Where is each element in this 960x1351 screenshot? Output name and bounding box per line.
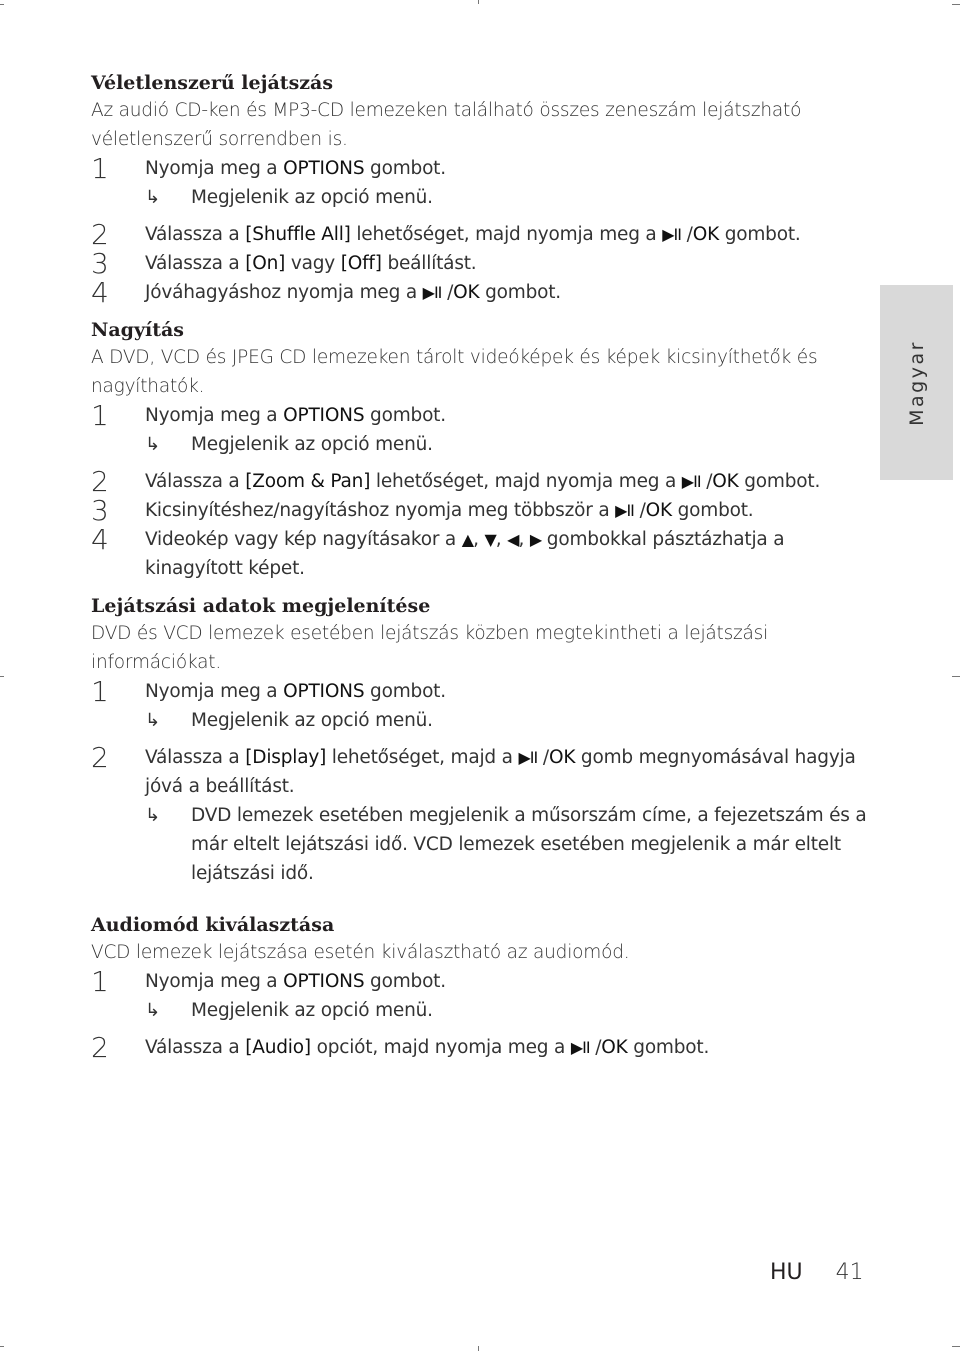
crop-mark — [0, 1346, 4, 1347]
page-footer — [770, 1260, 864, 1285]
step-text: Válassza a [Display] lehetőséget, majd a ▶II /OK gomb megnyomásával hagyja jóvá a beállítást. — [145, 747, 856, 797]
step — [91, 220, 881, 249]
step — [91, 677, 881, 706]
language-code: HU — [770, 1260, 803, 1285]
step — [91, 154, 881, 183]
page-content — [91, 70, 881, 1072]
section-title: Nagyítás — [91, 319, 185, 341]
up-arrow-icon: ▲ — [461, 530, 474, 549]
step-text: Nyomja meg a OPTIONS gombot. — [145, 971, 446, 992]
play-pause-icon: ▶II — [615, 501, 634, 520]
step-number: 4 — [91, 523, 109, 556]
crop-mark — [478, 1346, 479, 1351]
section-display-info — [91, 593, 881, 888]
step — [91, 278, 881, 307]
step-text: Válassza a [Shuffle All] lehetőséget, majd nyomja meg a ▶II /OK gombot. — [145, 224, 801, 245]
step-number: 1 — [91, 965, 109, 998]
step-number: 1 — [91, 399, 109, 432]
step-result: ↳ Megjelenik az opció menü. — [91, 996, 881, 1025]
step — [91, 1033, 881, 1062]
section-title: Lejátszási adatok megjelenítése — [91, 595, 431, 617]
play-pause-icon: ▶II — [422, 283, 442, 302]
section-intro: DVD és VCD lemezek esetében lejátszás közben megtekintheti a lejátszási információkat. — [91, 623, 769, 673]
section-audio-mode — [91, 912, 881, 1062]
section-intro: Az audió CD-ken és MP3-CD lemezeken található összes zeneszám lejátszható véletlenszerű sorrendben is. — [91, 100, 802, 150]
step — [91, 467, 881, 496]
step-result: ↳ Megjelenik az opció menü. — [91, 706, 881, 735]
step-text: Válassza a [Audio] opciót, majd nyomja meg a ▶II /OK gombot. — [145, 1037, 710, 1058]
step-number: 2 — [91, 741, 109, 774]
play-pause-icon: ▶II — [518, 748, 538, 767]
step — [91, 743, 881, 801]
step — [91, 401, 881, 430]
crop-mark — [952, 4, 960, 5]
section-title: Audiomód kiválasztása — [91, 914, 335, 936]
result-arrow-icon: ↳ — [145, 434, 160, 455]
step-number: 4 — [91, 276, 109, 309]
step-result: ↳ Megjelenik az opció menü. — [91, 183, 881, 212]
play-pause-icon: ▶II — [681, 472, 701, 491]
step-text: Válassza a [Zoom & Pan] lehetőséget, majd nyomja meg a ▶II /OK gombot. — [145, 471, 821, 492]
section-title: Véletlenszerű lejátszás — [91, 72, 334, 94]
section-intro: VCD lemezek lejátszása esetén kiválasztható az audiomód. — [91, 942, 630, 963]
step-text: Nyomja meg a OPTIONS gombot. — [145, 681, 446, 702]
right-arrow-icon: ▶ — [529, 530, 542, 549]
play-pause-icon: ▶II — [570, 1038, 590, 1057]
step-text: Jóváhagyáshoz nyomja meg a ▶II /OK gombot. — [145, 282, 561, 303]
step-text: Videokép vagy kép nagyításakor a ▲, ▼, ◀, ▶ gombokkal pásztázhatja a kinagyított képet. — [145, 529, 785, 579]
crop-mark — [478, 0, 479, 4]
step-number: 2 — [91, 1031, 109, 1064]
step-text: Nyomja meg a OPTIONS gombot. — [145, 158, 446, 179]
step-result: ↳ Megjelenik az opció menü. — [91, 430, 881, 459]
down-arrow-icon: ▼ — [484, 530, 496, 549]
crop-mark — [952, 1346, 960, 1347]
step — [91, 496, 881, 525]
section-random-play — [91, 70, 881, 307]
step-number: 1 — [91, 675, 109, 708]
step — [91, 249, 881, 278]
play-pause-icon: ▶II — [662, 225, 681, 244]
step-result: ↳ DVD lemezek esetében megjelenik a műsorszám címe, a fejezetszám és a már eltelt lejátszási idő. VCD lemezek esetében megjelenik a már eltelt lejátszási idő. — [91, 801, 881, 888]
language-tab-label: Magyar — [905, 339, 928, 426]
step-number: 2 — [91, 465, 109, 498]
crop-mark — [0, 676, 4, 677]
step — [91, 967, 881, 996]
step-number: 1 — [91, 152, 109, 185]
language-side-tab — [880, 285, 953, 480]
result-arrow-icon: ↳ — [145, 1000, 160, 1021]
step — [91, 525, 881, 583]
step-number: 3 — [91, 494, 109, 527]
page-number: 41 — [835, 1260, 864, 1285]
step-number: 3 — [91, 247, 109, 280]
result-arrow-icon: ↳ — [145, 805, 160, 826]
step-number: 2 — [91, 218, 109, 251]
step-text: Kicsinyítéshez/nagyításhoz nyomja meg többször a ▶II /OK gombot. — [145, 500, 754, 521]
options-key: OPTIONS — [283, 158, 365, 179]
result-arrow-icon: ↳ — [145, 187, 160, 208]
step-text: Válassza a [On] vagy [Off] beállítást. — [145, 253, 477, 274]
left-arrow-icon: ◀ — [507, 530, 519, 549]
crop-mark — [0, 4, 4, 5]
step-text: Nyomja meg a OPTIONS gombot. — [145, 405, 446, 426]
section-zoom — [91, 317, 881, 583]
section-intro: A DVD, VCD és JPEG CD lemezeken tárolt videóképek és képek kicsinyíthetők és nagyíthatók. — [91, 347, 818, 397]
result-arrow-icon: ↳ — [145, 710, 160, 731]
crop-mark — [952, 676, 960, 677]
